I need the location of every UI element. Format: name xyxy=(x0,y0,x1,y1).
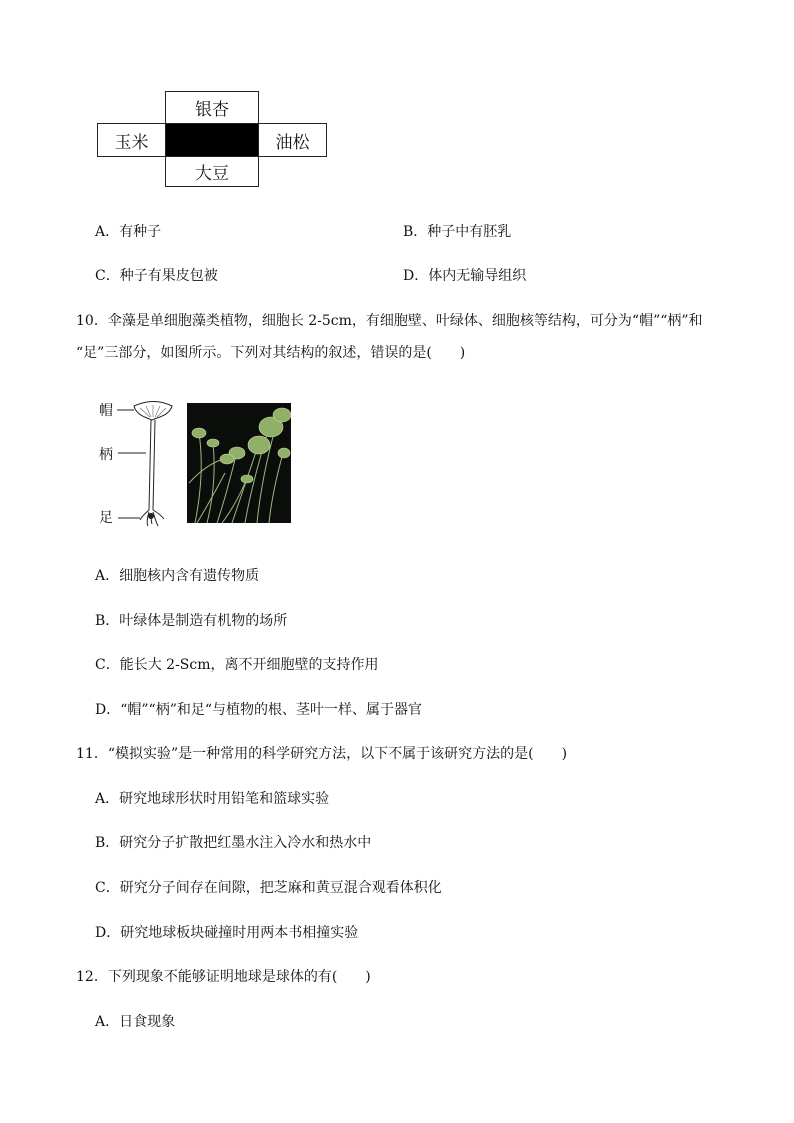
q10-option-c: C．能长大 2-Scm，离不开细胞壁的支持作用 xyxy=(95,657,379,673)
q10-stem-line1: 10．伞藻是单细胞藻类植物，细胞长 2-5cm，有细胞壁、叶绿体、细胞核等结构，可分为“帽”“柄”和 xyxy=(76,313,703,329)
q9-option-c: C．种子有果皮包被 xyxy=(95,268,218,284)
q9-option-d: D．体内无输导组织 xyxy=(403,268,527,284)
q9-option-b: B．种子中有胚乳 xyxy=(403,224,512,240)
diagram-cell-bottom: 大豆 xyxy=(165,156,259,187)
diagram-cell-left: 玉米 xyxy=(97,123,166,157)
q10-option-d: D．“帽”“柄”和足“与植物的根、茎叶一样、属于器官 xyxy=(95,702,423,718)
q11-option-d: D．研究地球板块碰撞时用两本书相撞实验 xyxy=(95,925,359,941)
q10-option-b: B．叶绿体是制造有机物的场所 xyxy=(95,613,288,629)
q11-stem: 11．“模拟实验”是一种常用的科学研究方法，以下不属于该研究方法的是( ) xyxy=(76,746,568,762)
diagram-cell-right: 油松 xyxy=(258,123,327,157)
algae-photo xyxy=(187,403,291,523)
diagram-cell-center xyxy=(165,123,259,157)
q11-option-c: C．研究分子间存在间隙，把芝麻和黄豆混合观看体积化 xyxy=(95,880,442,896)
q11-option-a: A．研究地球形状时用铅笔和篮球实验 xyxy=(95,791,330,807)
q10-option-a: A．细胞核内含有遗传物质 xyxy=(95,568,260,584)
label-stalk: 柄 xyxy=(99,447,113,463)
diagram-cell-top: 银杏 xyxy=(165,91,259,124)
q12-option-a: A．日食现象 xyxy=(95,1014,176,1030)
q11-option-b: B．研究分子扩散把红墨水注入冷水和热水中 xyxy=(95,835,372,851)
q9-option-a: A．有种子 xyxy=(95,224,162,240)
q12-stem: 12．下列现象不能够证明地球是球体的有( ) xyxy=(76,969,371,985)
label-foot: 足 xyxy=(99,510,113,526)
algae-drawing xyxy=(112,398,192,533)
q10-stem-line2: “足”三部分，如图所示。下列对其结构的叙述，错误的是( ) xyxy=(76,345,466,361)
label-cap: 帽 xyxy=(99,403,113,419)
